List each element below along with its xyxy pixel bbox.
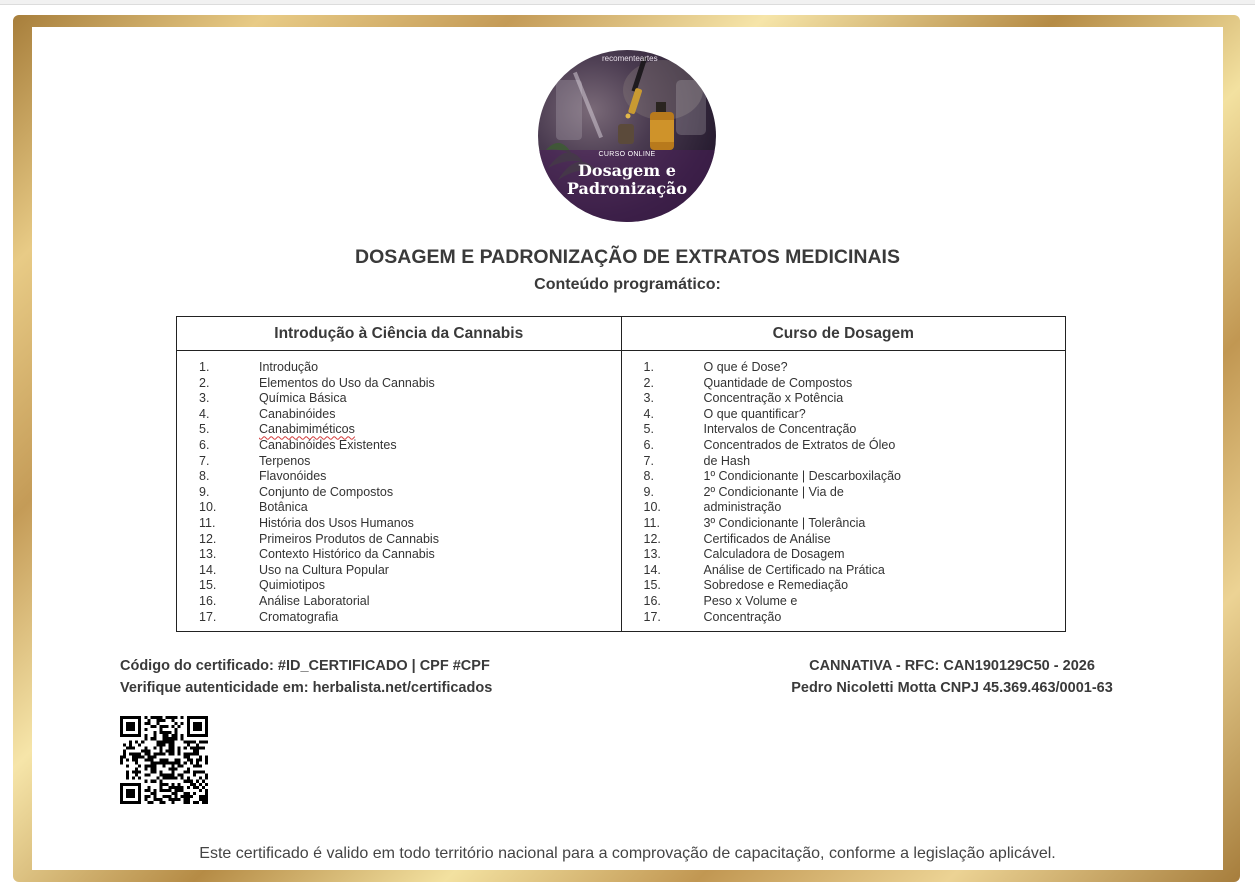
certificate-code: Código do certificado: #ID_CERTIFICADO | CPF #CPF (120, 658, 490, 674)
top-border-line (0, 0, 1255, 5)
topic-text: 1º Condicionante | Descarboxilação (703, 469, 902, 484)
topic-item (622, 532, 1066, 548)
validity-statement: Este certificado é valido em todo território nacional para a comprovação de capacitação, conforme a legislação aplicável. (199, 845, 1056, 862)
topic-number: 14. (199, 562, 217, 577)
topic-item (177, 610, 621, 626)
topic-number: 17. (199, 609, 217, 624)
topic-item (177, 376, 621, 392)
topic-text: Quimiotipos (259, 578, 325, 593)
qr-code[interactable] (120, 716, 208, 804)
topic-number: 3. (199, 391, 210, 406)
topic-text: de Hash (703, 453, 751, 468)
topic-number: 2. (199, 375, 210, 390)
topic-text: Quantidade de Compostos (703, 375, 853, 390)
column-header-left: Introdução à Ciência da Cannabis (177, 317, 621, 351)
topic-text: Introdução (259, 360, 319, 374)
verify-link[interactable]: Verifique autenticidade em: herbalista.net/certificados (120, 680, 493, 696)
topic-number: 8. (643, 469, 654, 484)
topic-item (622, 391, 1066, 407)
topic-number: 8. (199, 469, 210, 484)
topic-item (177, 516, 621, 532)
program-table (176, 316, 1066, 632)
topic-number: 6. (643, 437, 654, 452)
topic-number: 2. (643, 375, 654, 390)
topic-number: 16. (199, 593, 217, 608)
certificate-code-block (120, 655, 492, 699)
topic-text: Certificados de Análise (703, 531, 831, 546)
topic-text: Concentração x Potência (703, 391, 844, 406)
topic-text: Cromatografia (259, 609, 339, 624)
topic-text: Conjunto de Compostos (259, 484, 394, 499)
topic-item (622, 454, 1066, 470)
topic-item (177, 422, 621, 438)
topic-number: 6. (199, 437, 210, 452)
topic-number: 1. (643, 360, 654, 374)
topic-number: 16. (643, 593, 661, 608)
topic-item (622, 485, 1066, 501)
topic-item (177, 407, 621, 423)
logo-title-line1: Dosagem e (578, 161, 676, 180)
topic-text: O que quantificar? (703, 406, 806, 421)
logo-subtitle: CURSO ONLINE (598, 151, 656, 158)
certificate-subtitle: Conteúdo programático: (534, 276, 721, 293)
topic-item (622, 469, 1066, 485)
topic-number: 3. (643, 391, 654, 406)
topic-number: 9. (643, 484, 654, 499)
topic-text: Intervalos de Concentração (703, 422, 857, 437)
topic-item (177, 563, 621, 579)
topic-item (177, 532, 621, 548)
topic-item (622, 422, 1066, 438)
column-header-right: Curso de Dosagem (622, 317, 1066, 351)
topic-number: 5. (643, 422, 654, 437)
topic-item (622, 376, 1066, 392)
topic-number: 10. (643, 500, 661, 515)
topic-text: Calculadora de Dosagem (703, 547, 845, 562)
topic-item (177, 454, 621, 470)
program-column-left (177, 317, 621, 631)
topic-text: Primeiros Produtos de Cannabis (259, 531, 439, 546)
topic-text: 2º Condicionante | Via de (703, 484, 844, 499)
topic-number: 11. (199, 515, 216, 530)
topic-item (622, 407, 1066, 423)
topic-number: 14. (643, 562, 661, 577)
topic-item (622, 500, 1066, 516)
topic-text: Contexto Histórico da Cannabis (259, 547, 435, 562)
topic-item (622, 360, 1066, 376)
topic-number: 7. (199, 453, 210, 468)
topic-text: Sobredose e Remediação (703, 578, 849, 593)
topic-text: administração (703, 500, 782, 515)
topic-number: 13. (199, 547, 217, 562)
topic-item (177, 500, 621, 516)
topic-list-left (177, 351, 621, 625)
topic-text: Concentração (703, 609, 782, 624)
topic-number: 17. (643, 609, 661, 624)
topic-text: Peso x Volume e (703, 593, 798, 608)
topic-text: Canabinóides (259, 406, 336, 421)
topic-text: Análise de Certificado na Prática (703, 562, 885, 577)
topic-number: 10. (199, 500, 217, 515)
topic-item (177, 578, 621, 594)
topic-item (177, 547, 621, 563)
topic-text: Canabinóides Existentes (259, 437, 397, 452)
topic-item (622, 610, 1066, 626)
topic-item (177, 469, 621, 485)
topic-number: 4. (199, 406, 210, 421)
topic-text: Canabimiméticos (259, 422, 355, 437)
topic-text: Elementos do Uso da Cannabis (259, 375, 435, 390)
topic-item (177, 360, 621, 376)
topic-number: 12. (199, 531, 217, 546)
topic-item (622, 547, 1066, 563)
logo-tag: recomenteartes (602, 54, 658, 63)
topic-number: 1. (199, 360, 210, 374)
topic-item (177, 485, 621, 501)
topic-item (177, 391, 621, 407)
topic-number: 7. (643, 453, 654, 468)
topic-number: 12. (643, 531, 661, 546)
topic-item (177, 438, 621, 454)
topic-item (622, 516, 1066, 532)
topic-text: Concentrados de Extratos de Óleo (703, 437, 896, 452)
topic-text: Química Básica (259, 391, 347, 406)
course-logo (538, 50, 716, 222)
topic-item (622, 594, 1066, 610)
topic-text: 3º Condicionante | Tolerância (703, 515, 866, 530)
issuer-block (752, 655, 1152, 699)
topic-item (622, 563, 1066, 579)
topic-number: 5. (199, 422, 210, 437)
topic-text: Flavonóides (259, 469, 327, 484)
topic-number: 11. (643, 515, 660, 530)
topic-text: Botânica (259, 500, 308, 515)
topic-text: História dos Usos Humanos (259, 515, 414, 530)
issuer-company: CANNATIVA - RFC: CAN190129C50 - 2026 (809, 658, 1095, 674)
issuer-cnpj: Pedro Nicoletti Motta CNPJ 45.369.463/0001-63 (791, 680, 1113, 696)
topic-number: 15. (199, 578, 217, 593)
topic-list-right (622, 351, 1066, 625)
topic-item (622, 578, 1066, 594)
topic-text: O que é Dose? (703, 360, 788, 374)
topic-number: 13. (643, 547, 661, 562)
logo-title-line2: Padronização (566, 179, 688, 198)
topic-item (622, 438, 1066, 454)
program-column-right (621, 317, 1066, 631)
topic-text: Análise Laboratorial (259, 593, 370, 608)
topic-number: 15. (643, 578, 661, 593)
topic-number: 9. (199, 484, 210, 499)
topic-number: 4. (643, 406, 654, 421)
topic-text: Terpenos (259, 453, 311, 468)
certificate-title: DOSAGEM E PADRONIZAÇÃO DE EXTRATOS MEDICINAIS (355, 246, 900, 268)
topic-item (177, 594, 621, 610)
topic-text: Uso na Cultura Popular (259, 562, 389, 577)
